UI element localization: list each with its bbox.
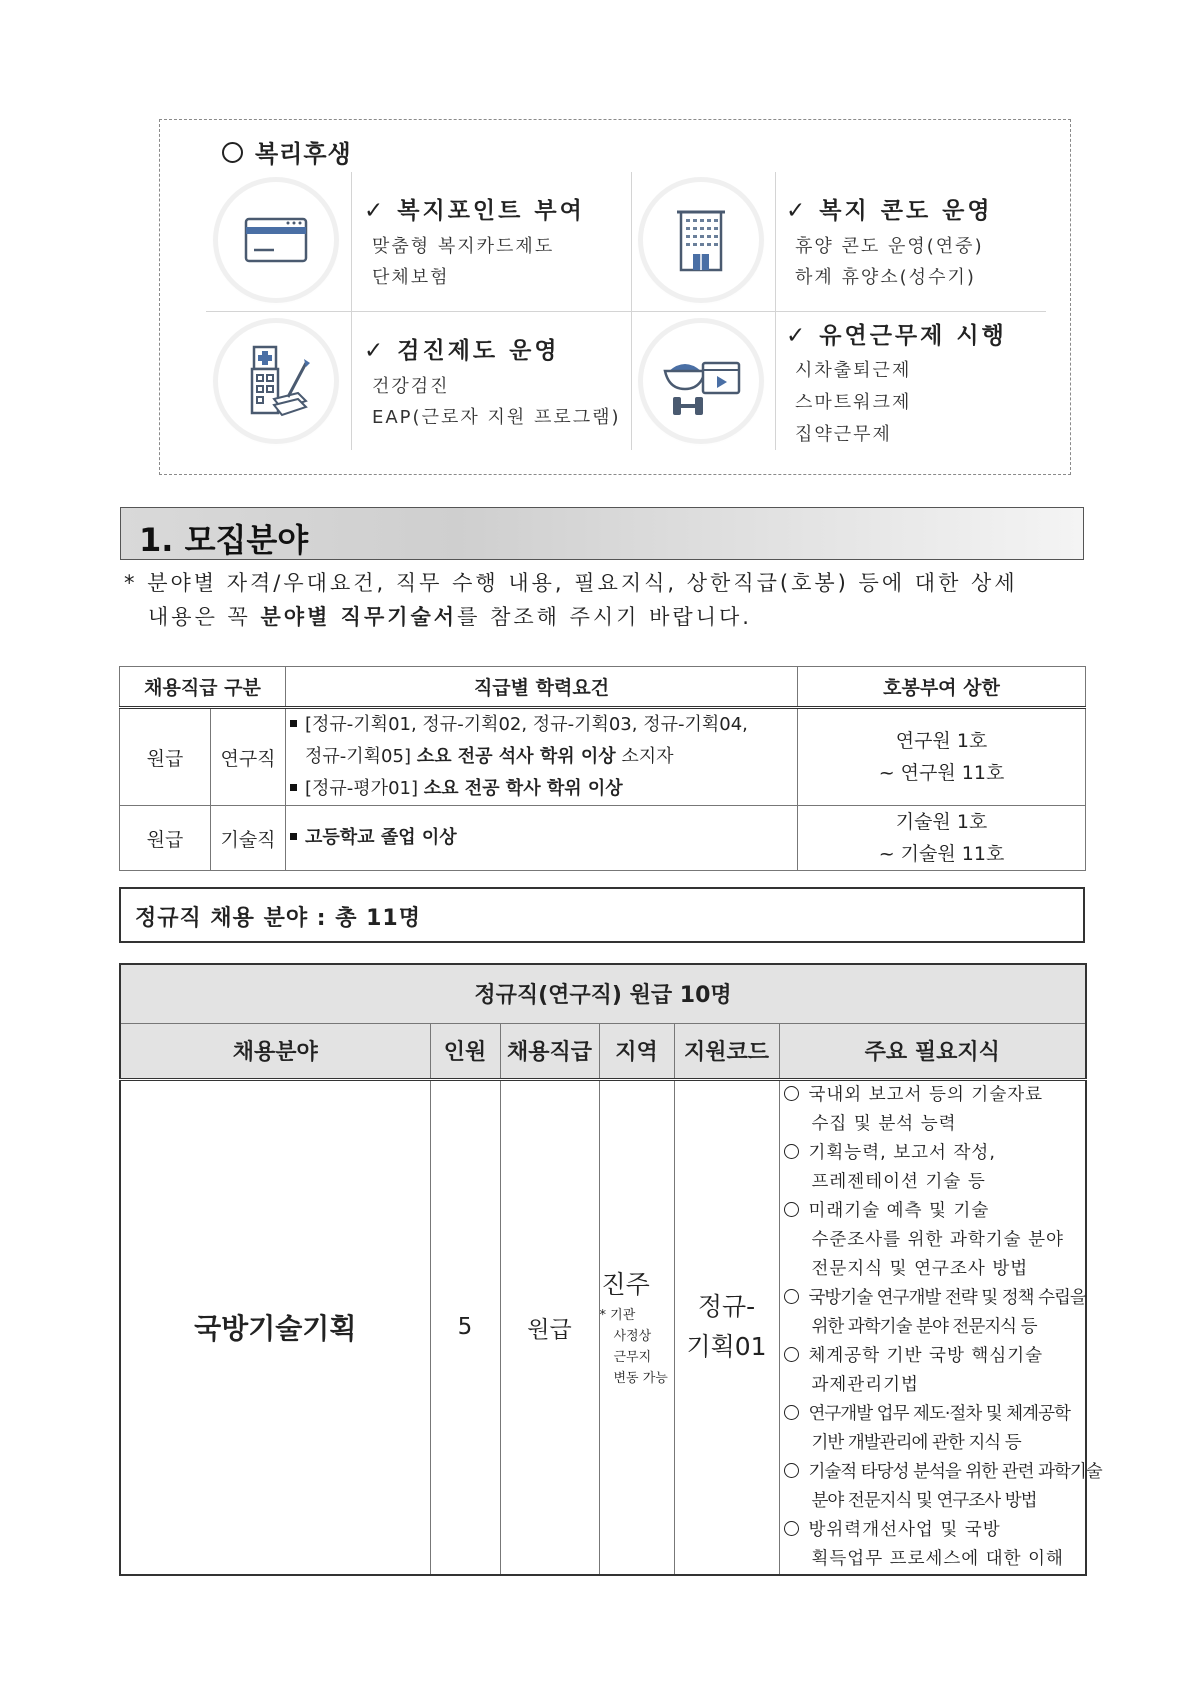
requirement-cell bbox=[286, 708, 798, 806]
recruit-note-line2 bbox=[148, 601, 752, 631]
header-cell: 인원 bbox=[430, 1023, 500, 1079]
knowledge-text: 기술적 타당성 분석을 위한 관련 과학기술 bbox=[808, 1461, 1102, 1482]
region-note-line: 사정상 bbox=[613, 1329, 652, 1344]
code-cell bbox=[674, 1079, 779, 1575]
header-cell: 지원코드 bbox=[674, 1023, 779, 1079]
circle-bullet-icon bbox=[784, 1144, 799, 1159]
step-limit-text: 연구원 1호 bbox=[895, 730, 988, 752]
welfare-line: 건강검진 bbox=[372, 376, 450, 397]
welfare-line: 하계 휴양소(성수기) bbox=[795, 267, 976, 288]
type-cell: 기술직 bbox=[211, 806, 286, 871]
recruit-note-line1 bbox=[124, 567, 1018, 597]
table-caption: 정규직(연구직) 원급 10명 bbox=[120, 964, 1086, 1023]
circle-bullet-icon bbox=[784, 1463, 799, 1478]
welfare-divider-right bbox=[775, 172, 776, 450]
knowledge-text: 수준조사를 위한 과학기술 분야 bbox=[811, 1229, 1064, 1250]
table-header-row bbox=[120, 667, 1086, 708]
flex-work-icon bbox=[643, 323, 759, 439]
count-cell: 5 bbox=[430, 1079, 500, 1575]
note-text: 내용은 꼭 bbox=[148, 605, 261, 629]
welfare-line: 단체보험 bbox=[372, 267, 450, 288]
knowledge-item bbox=[784, 1342, 1086, 1400]
welfare-title: 복리후생 bbox=[222, 134, 352, 169]
requirement-text: [정규-평가01] bbox=[305, 778, 424, 799]
welfare-line: 집약근무제 bbox=[795, 424, 892, 445]
welfare-divider-horizontal bbox=[206, 311, 1046, 312]
note-emphasis: 분야별 직무기술서 bbox=[260, 605, 458, 629]
note-asterisk: * bbox=[124, 571, 138, 595]
grade-cell: 원급 bbox=[500, 1079, 599, 1575]
note-text: 를 참조해 주시기 바랍니다. bbox=[457, 605, 752, 629]
medical-clinic-icon bbox=[218, 323, 334, 439]
circle-bullet-icon bbox=[784, 1086, 799, 1101]
step-limit-cell bbox=[798, 806, 1086, 871]
square-bullet-icon bbox=[290, 784, 297, 791]
knowledge-item bbox=[784, 1516, 1086, 1574]
header-cell: 지역 bbox=[599, 1023, 674, 1079]
knowledge-text: 국방기술 연구개발 전략 및 정책 수립을 bbox=[808, 1287, 1086, 1308]
circle-bullet-icon bbox=[784, 1521, 799, 1536]
table-header-row bbox=[120, 1023, 1086, 1079]
circle-bullet-icon bbox=[784, 1289, 799, 1304]
requirement-cell bbox=[286, 806, 798, 871]
circle-bullet-icon bbox=[784, 1202, 799, 1217]
welfare-line: 맞춤형 복지카드제도 bbox=[372, 236, 555, 257]
table-caption-row bbox=[120, 964, 1086, 1023]
type-cell: 연구직 bbox=[211, 708, 286, 806]
step-limit-text: ~ 기술원 11호 bbox=[878, 843, 1005, 865]
knowledge-text: 국내외 보고서 등의 기술자료 bbox=[808, 1084, 1044, 1105]
region-cell bbox=[599, 1079, 674, 1575]
code-text: 정규- bbox=[697, 1292, 756, 1321]
knowledge-text: 위한 과학기술 분야 전문지식 등 bbox=[811, 1316, 1037, 1337]
grade-requirement-table bbox=[119, 666, 1086, 871]
region-note-line: * 기관 bbox=[599, 1308, 636, 1323]
grade-cell: 원급 bbox=[120, 806, 211, 871]
square-bullet-icon bbox=[290, 720, 297, 727]
knowledge-text: 기반 개발관리에 관한 지식 등 bbox=[811, 1432, 1021, 1453]
requirement-emphasis: 소요 전공 학사 학위 이상 bbox=[423, 778, 623, 799]
region-note-line: 변동 가능 bbox=[613, 1371, 668, 1386]
knowledge-item bbox=[784, 1400, 1086, 1458]
knowledge-item bbox=[784, 1139, 1086, 1197]
header-cell: 채용직급 bbox=[500, 1023, 599, 1079]
header-cell: 채용직급 구분 bbox=[120, 667, 286, 708]
section-title-bar bbox=[120, 507, 1084, 560]
grade-cell: 원급 bbox=[120, 708, 211, 806]
welfare-line: 시차출퇴근제 bbox=[795, 360, 912, 381]
knowledge-text: 체계공학 기반 국방 핵심기술 bbox=[808, 1345, 1044, 1366]
circle-bullet-icon bbox=[222, 142, 243, 163]
card-icon bbox=[218, 182, 334, 298]
welfare-heading-checkup: ✓ 검진제도 운영 bbox=[364, 338, 560, 364]
field-cell: 국방기술기획 bbox=[120, 1079, 430, 1575]
requirement-text: [정규-기획01, 정규-기획02, 정규-기획03, 정규-기획04, bbox=[305, 714, 748, 735]
welfare-heading-condo: ✓ 복지 콘도 운영 bbox=[786, 198, 993, 224]
knowledge-text: 연구개발 업무 제도·절차 및 체계공학 bbox=[808, 1403, 1070, 1424]
welfare-divider-left bbox=[351, 172, 352, 450]
knowledge-text: 획득업무 프로세스에 대한 이해 bbox=[811, 1548, 1064, 1569]
square-bullet-icon bbox=[290, 833, 297, 840]
knowledge-cell bbox=[779, 1079, 1102, 1575]
knowledge-item bbox=[784, 1284, 1086, 1342]
step-limit-text: ~ 연구원 11호 bbox=[878, 762, 1005, 784]
code-text: 기획01 bbox=[686, 1332, 767, 1361]
knowledge-text: 기획능력, 보고서 작성, bbox=[808, 1142, 996, 1163]
header-cell: 호봉부여 상한 bbox=[798, 667, 1086, 708]
building-icon bbox=[643, 182, 759, 298]
circle-bullet-icon bbox=[784, 1405, 799, 1420]
knowledge-text: 전문지식 및 연구조사 방법 bbox=[811, 1258, 1029, 1279]
table-row bbox=[120, 1079, 1086, 1575]
regular-total-text: 정규직 채용 분야 : 총 11명 bbox=[135, 906, 421, 931]
knowledge-item bbox=[784, 1081, 1086, 1139]
note-text: 분야별 자격/우대요건, 직무 수행 내용, 필요지식, 상한직급(호봉) 등에 대한 상세 bbox=[147, 571, 1018, 595]
step-limit-text: 기술원 1호 bbox=[895, 811, 988, 833]
welfare-line: EAP(근로자 지원 프로그램) bbox=[372, 407, 621, 428]
research-position-table bbox=[119, 963, 1102, 1576]
knowledge-item bbox=[784, 1197, 1086, 1284]
knowledge-text: 수집 및 분석 능력 bbox=[811, 1113, 957, 1134]
regular-total-box bbox=[119, 887, 1085, 943]
welfare-heading-flexwork: ✓ 유연근무제 시행 bbox=[786, 323, 1007, 349]
knowledge-text: 분야 전문지식 및 연구조사 방법 bbox=[811, 1490, 1037, 1511]
requirement-emphasis: 고등학교 졸업 이상 bbox=[305, 827, 457, 848]
welfare-line: 휴양 콘도 운영(연중) bbox=[795, 236, 984, 257]
region-text: 진주 bbox=[601, 1270, 650, 1299]
circle-bullet-icon bbox=[784, 1347, 799, 1362]
requirement-emphasis: 소요 전공 석사 학위 이상 bbox=[416, 746, 616, 767]
welfare-heading-points: ✓ 복지포인트 부여 bbox=[364, 198, 585, 224]
header-cell: 직급별 학력요건 bbox=[286, 667, 798, 708]
welfare-line: 스마트워크제 bbox=[795, 392, 912, 413]
table-row bbox=[120, 806, 1086, 871]
region-note-line: 근무지 bbox=[613, 1350, 652, 1365]
knowledge-text: 프레젠테이션 기술 등 bbox=[811, 1171, 986, 1192]
requirement-text: 소지자 bbox=[615, 746, 674, 767]
welfare-divider-middle bbox=[631, 172, 632, 450]
knowledge-text: 방위력개선사업 및 국방 bbox=[808, 1519, 1001, 1540]
knowledge-text: 미래기술 예측 및 기술 bbox=[808, 1200, 990, 1221]
table-row bbox=[120, 708, 1086, 806]
step-limit-cell bbox=[798, 708, 1086, 806]
requirement-text: 정규-기획05] bbox=[305, 746, 417, 767]
header-cell: 주요 필요지식 bbox=[779, 1023, 1086, 1079]
region-note bbox=[600, 1305, 674, 1389]
header-cell: 채용분야 bbox=[120, 1023, 430, 1079]
knowledge-item bbox=[784, 1458, 1102, 1516]
knowledge-text: 과제관리기법 bbox=[811, 1374, 919, 1395]
section-title: 1. 모집분야 bbox=[139, 521, 309, 559]
